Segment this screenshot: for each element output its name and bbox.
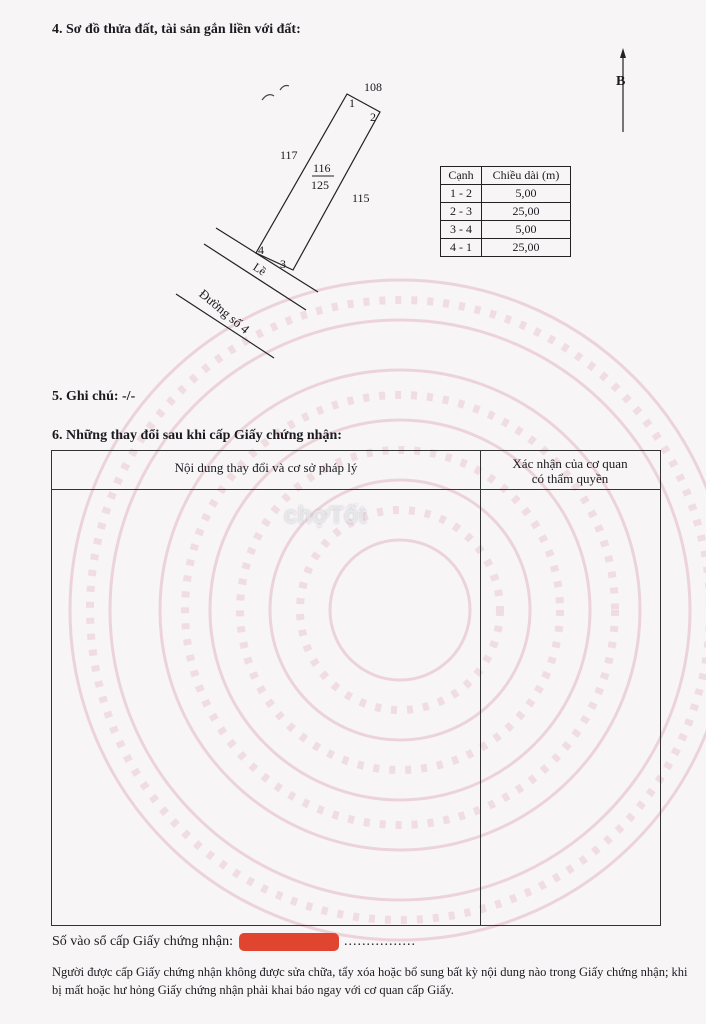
length-col-header: Chiều dài (m) (482, 167, 571, 185)
redaction-mark (239, 933, 339, 951)
parcel-number: 116 (313, 161, 331, 175)
edge-col-header: Cạnh (441, 167, 482, 185)
neighbor-parcel-right: 115 (352, 191, 370, 205)
pen-mark (262, 86, 289, 101)
changes-content-header: Nội dung thay đổi và cơ sở pháp lý (174, 460, 358, 475)
vertex-4-label: 4 (258, 243, 264, 257)
registration-dots: ................ (344, 934, 416, 950)
authority-header-line-1: Xác nhận của cơ quan (512, 456, 628, 471)
vertex-3-label: 3 (280, 257, 286, 271)
neighbor-parcel-left: 117 (280, 148, 298, 162)
watermark: chợTốt (284, 502, 367, 529)
table-row (441, 203, 571, 221)
edge-length-table (440, 166, 571, 257)
compass-north-label: B (616, 74, 626, 89)
sidewalk-label: Lề (250, 259, 269, 279)
changes-table-header-rule (52, 489, 660, 490)
table-row (441, 221, 571, 239)
length-cell: 25,00 (482, 203, 571, 221)
table-row (441, 239, 571, 257)
authority-confirmation-header (480, 456, 660, 486)
registration-label: Số vào sổ cấp Giấy chứng nhận: (52, 934, 233, 950)
section-4-heading: 4. Sơ đồ thửa đất, tài sản gắn liền với đất: (52, 22, 301, 37)
section-5-heading: 5. Ghi chú: -/- (52, 389, 136, 404)
parcel-sketch (0, 0, 706, 380)
length-cell: 25,00 (482, 239, 571, 257)
sidewalk-line-upper (216, 228, 318, 292)
registration-number-line (52, 933, 416, 951)
neighbor-parcel-top: 108 (364, 80, 382, 94)
table-row (441, 185, 571, 203)
length-cell: 5,00 (482, 185, 571, 203)
length-cell: 5,00 (482, 221, 571, 239)
vertex-1-label: 1 (349, 96, 355, 110)
certificate-note: Người được cấp Giấy chứng nhận không được sửa chữa, tẩy xóa hoặc bổ sung bất kỳ nội dung nào trong Giấy chứng nhận; khi bị mất hoặc hư hỏng Giấy chứng nhận phải khai báo ngay với cơ quan cấp Giấy. (52, 965, 688, 997)
edge-cell: 1 - 2 (441, 185, 482, 203)
edge-cell: 4 - 1 (441, 239, 482, 257)
road-label: Đường số 4 (196, 286, 253, 337)
section-6-heading: 6. Những thay đổi sau khi cấp Giấy chứng nhận: (52, 428, 342, 443)
vertex-2-label: 2 (370, 110, 376, 124)
parcel-area: 125 (311, 178, 329, 192)
edge-cell: 2 - 3 (441, 203, 482, 221)
north-arrow-head (620, 48, 626, 58)
changes-table-divider (480, 451, 481, 925)
authority-header-line-2: có thẩm quyền (531, 471, 609, 486)
edge-cell: 3 - 4 (441, 221, 482, 239)
edge-table-header (441, 167, 571, 185)
